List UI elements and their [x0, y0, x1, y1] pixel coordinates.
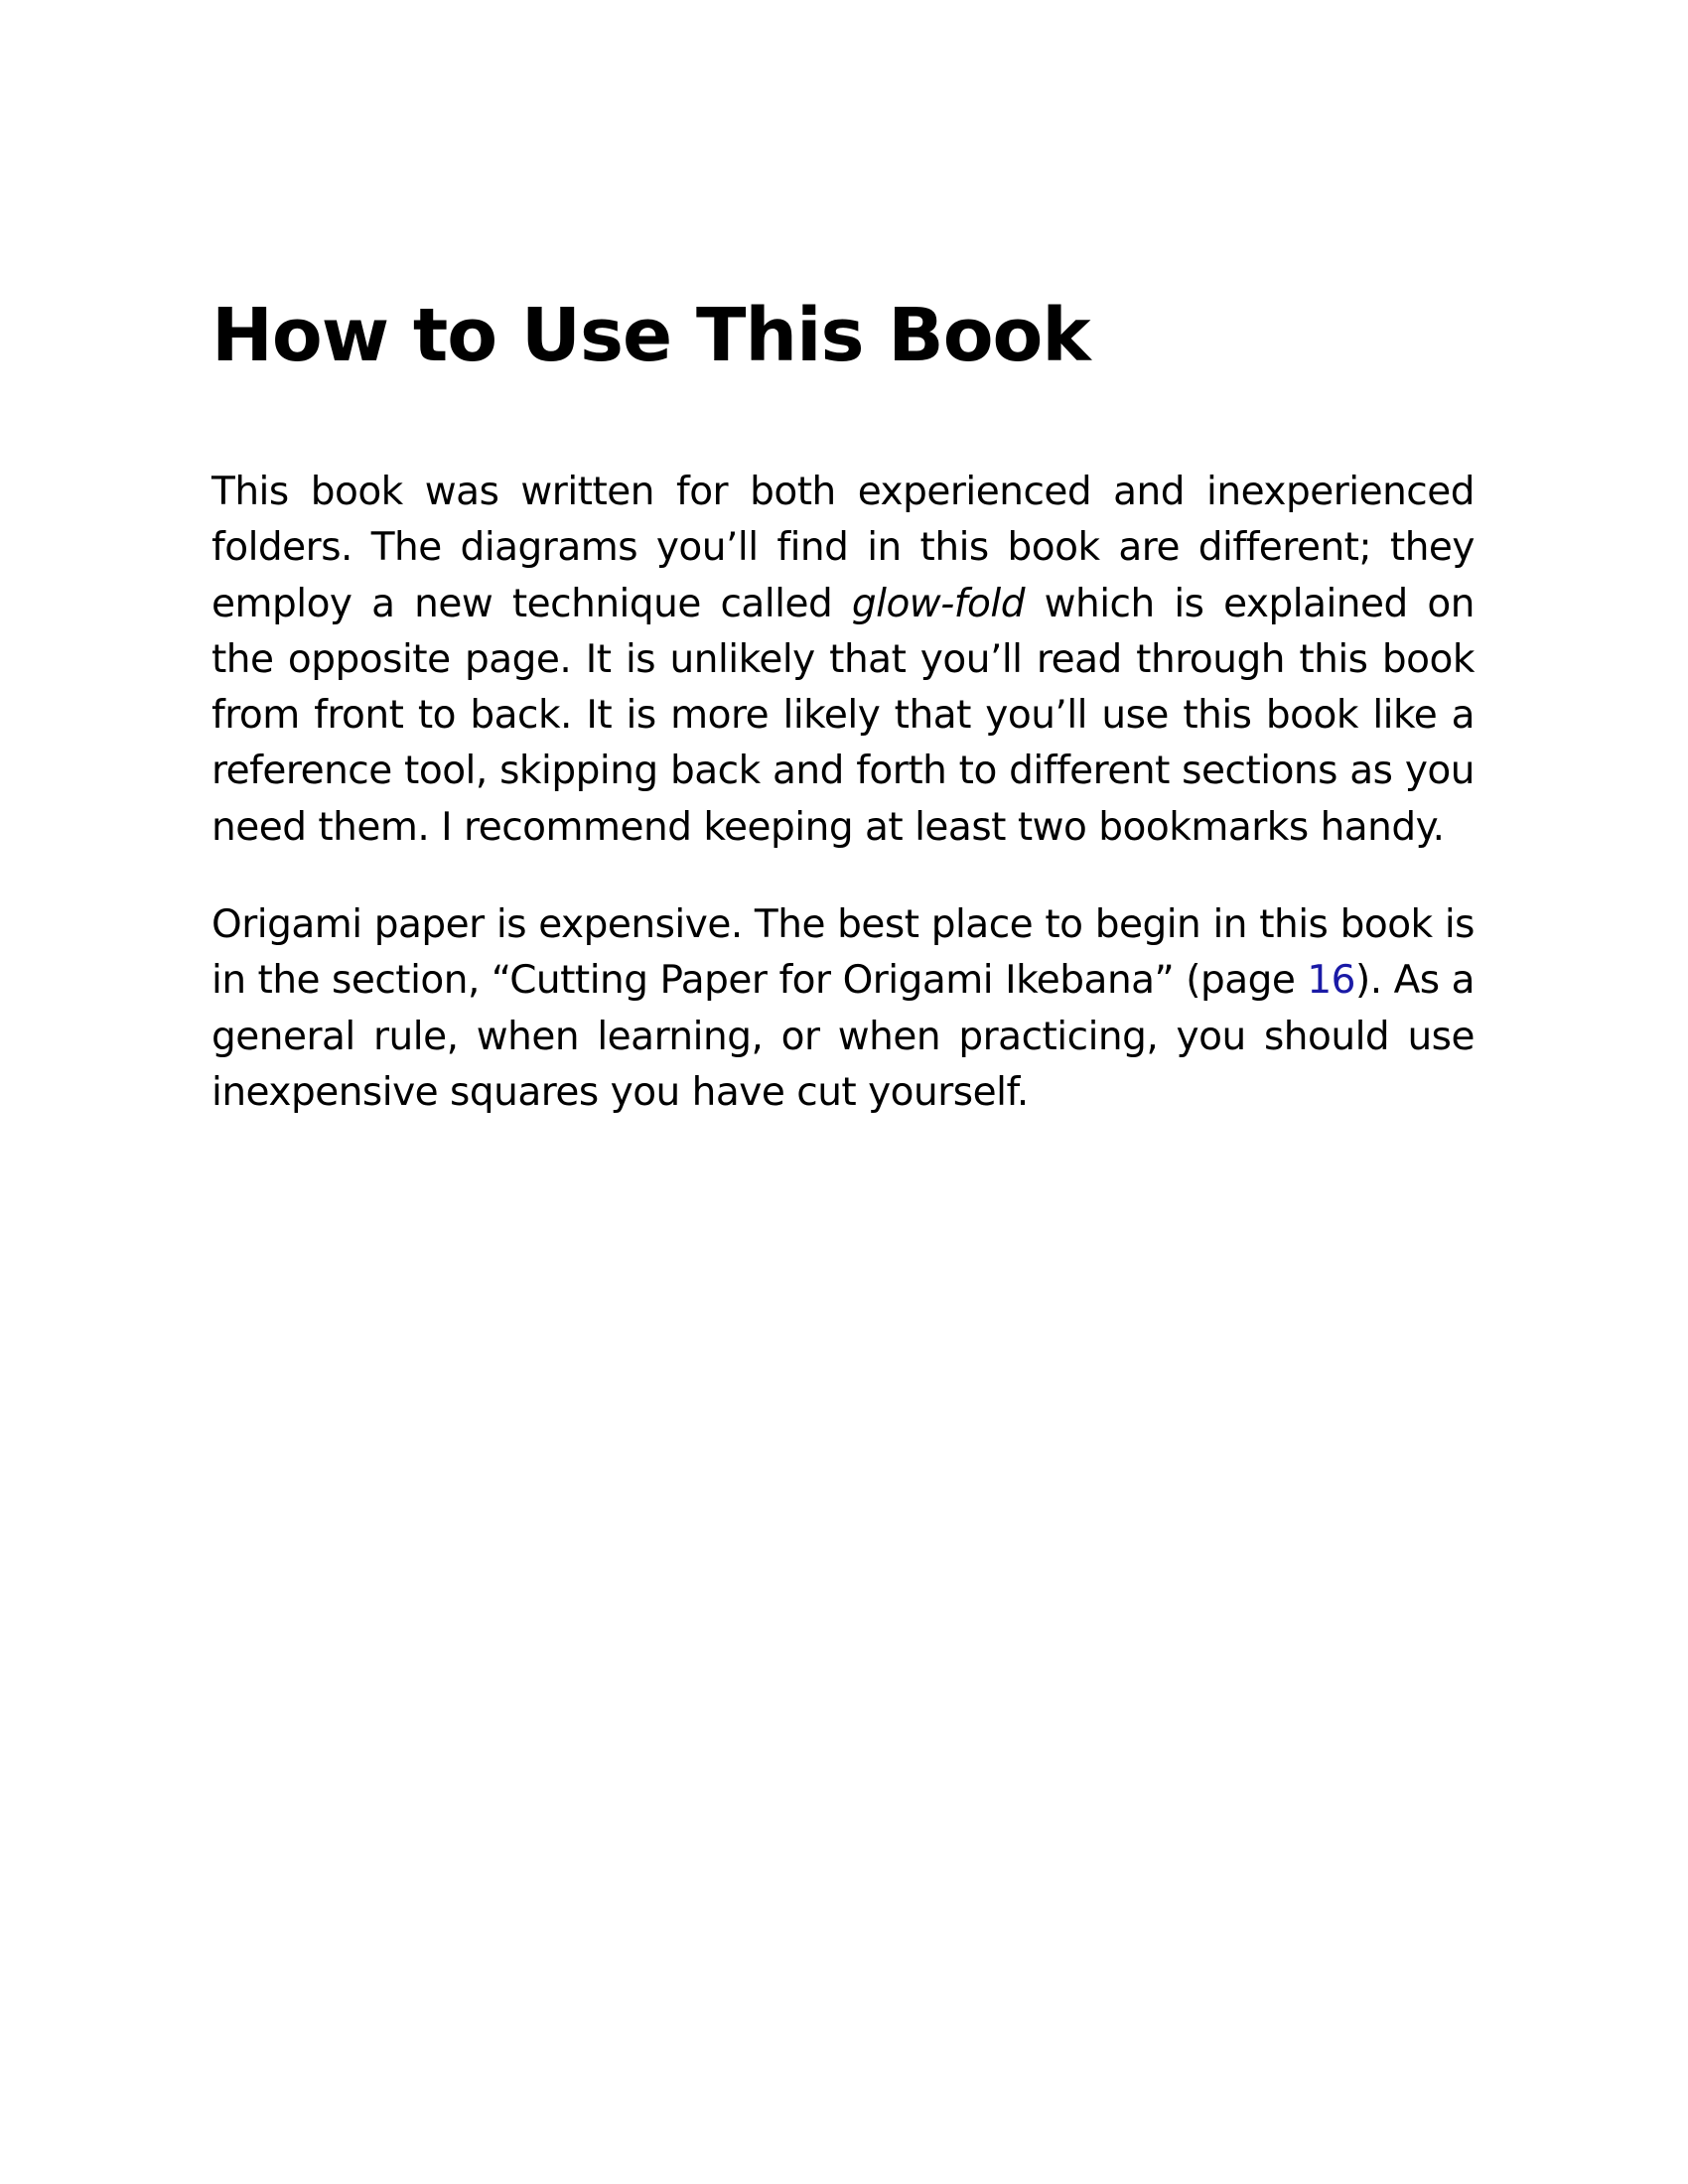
paragraph-paper-text-end: ). As a general rule, when learning, or when practicing, you should use inexpensive squares you have cut yourself. — [211, 958, 1475, 1115]
page-title: How to Use This Book — [211, 293, 1090, 378]
paragraph-paper-text-start: Origami paper is expensive. The best place to begin in this book is in the section, “Cutting Paper for Origami Ikebana” (page — [211, 902, 1475, 1004]
paragraph-paper — [211, 897, 1475, 1121]
paragraph-intro-text-end: which is explained on the opposite page. It is unlikely that you’ll read through this book from front to back. It is more likely that you’ll use this book like a reference tool, skipping back and forth to different sections as you need them. I recommend keeping at least two bookmarks handy. — [211, 581, 1475, 850]
body-text — [211, 465, 1475, 1162]
page-16-link[interactable]: 16 — [1307, 958, 1355, 1004]
paragraph-intro-text-start: This book was written for both experienced and inexperienced folders. The diagrams you’ll find in this book are different; they employ a new technique called — [211, 470, 1475, 626]
glow-fold-term: glow-fold — [851, 581, 1025, 626]
paragraph-intro — [211, 465, 1475, 856]
